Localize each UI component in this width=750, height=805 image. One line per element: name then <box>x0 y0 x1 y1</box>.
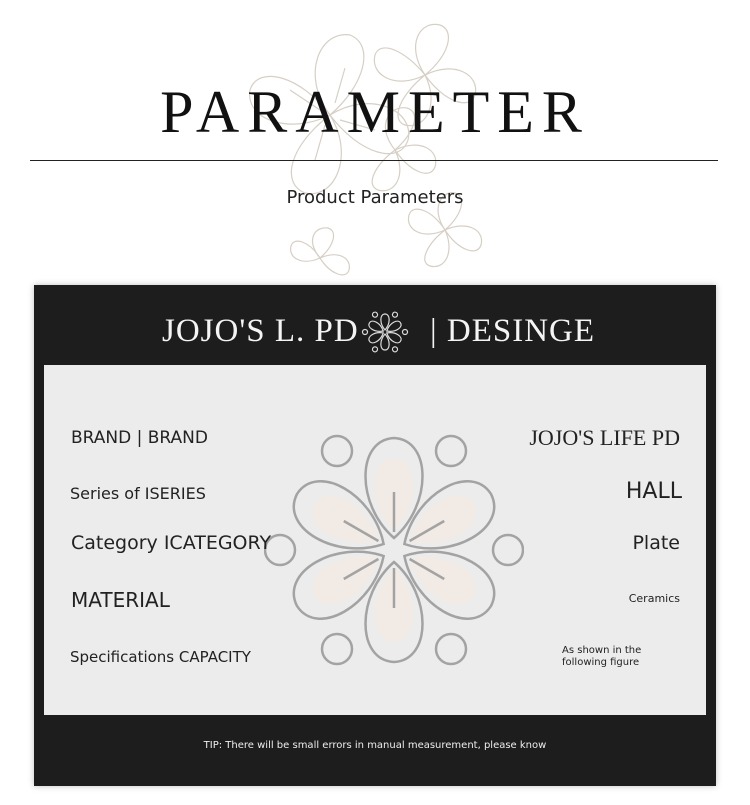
flower-emblem-icon <box>264 425 524 675</box>
flower-logo-icon <box>361 309 409 355</box>
param-value-specifications <box>562 645 641 669</box>
brand-bar <box>34 285 716 365</box>
brand-design: | DESINGE <box>430 313 596 349</box>
parameter-panel <box>44 365 706 715</box>
title-divider <box>30 160 718 161</box>
param-label-category: Category ICATEGORY <box>71 532 272 554</box>
page-title: PARAMETER <box>160 79 590 145</box>
param-label-series: Series of ISERIES <box>70 484 206 503</box>
param-value-brand: JOJO'S LIFE PD <box>529 425 680 450</box>
tip-note: TIP: There will be small errors in manual measurement, please know <box>203 740 547 751</box>
page-subtitle: Product Parameters <box>286 187 464 208</box>
param-value-specifications-line2: following figure <box>562 657 640 668</box>
param-value-category: Plate <box>632 532 680 554</box>
param-value-material: Ceramics <box>628 592 680 605</box>
param-label-brand: BRAND | BRAND <box>71 428 208 448</box>
parameter-card <box>34 285 716 786</box>
param-value-specifications-line1: As shown in the <box>562 645 642 656</box>
param-value-series: HALL <box>625 479 682 504</box>
param-label-specifications: Specifications CAPACITY <box>70 648 251 666</box>
brand-name: JOJO'S L. PD <box>162 313 359 349</box>
param-label-material: MATERIAL <box>71 588 170 612</box>
